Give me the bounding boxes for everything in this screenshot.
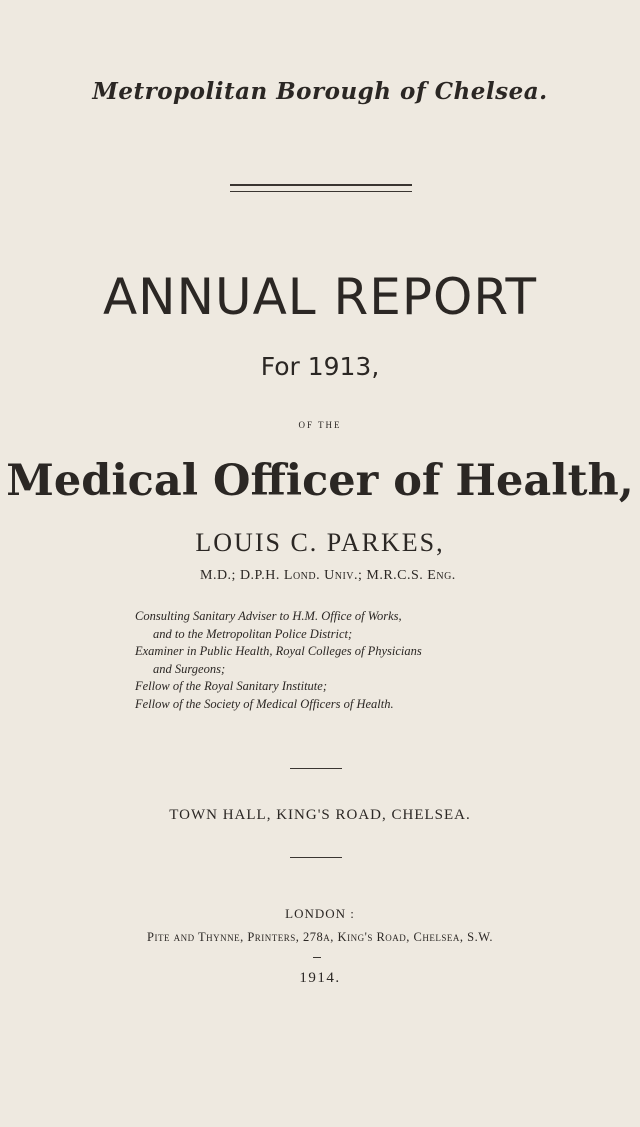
appointment-line: and Surgeons; [153, 661, 226, 676]
imprint-printers: Pite and Thynne, Printers, 278a, King's Road, Chelsea, S.W. [147, 930, 493, 944]
imprint-year: 1914. [299, 970, 341, 986]
appointment-line: Consulting Sanitary Adviser to H.M. Office of Works, [135, 609, 402, 623]
appointment-line: and to the Metropolitan Police District; [153, 626, 353, 641]
address-line: TOWN HALL, KING'S ROAD, CHELSEA. [169, 807, 471, 823]
report-title: ANNUAL REPORT [102, 268, 538, 326]
author-qualifications: M.D.; D.P.H. Lond. Univ.; M.R.C.S. Eng. [200, 568, 456, 583]
appointment-line: Examiner in Public Health, Royal Colleges of Physicians [135, 644, 422, 658]
section-rule [290, 857, 342, 858]
officer-title: Medical Officer of Health, [6, 456, 634, 506]
short-dash [313, 957, 321, 958]
of-the-label: OF THE [298, 420, 342, 430]
double-rule [230, 184, 412, 192]
report-year-line: For 1913, [260, 352, 380, 381]
imprint-city: LONDON : [285, 906, 355, 921]
appointments-list [135, 608, 422, 713]
appointment-line: Fellow of the Royal Sanitary Institute; [135, 679, 327, 693]
author-name: LOUIS C. PARKES, [195, 528, 445, 557]
appointment-line: Fellow of the Society of Medical Officers of Health. [135, 696, 394, 711]
borough-heading: Metropolitan Borough of Chelsea. [92, 78, 548, 105]
section-rule [290, 768, 342, 769]
